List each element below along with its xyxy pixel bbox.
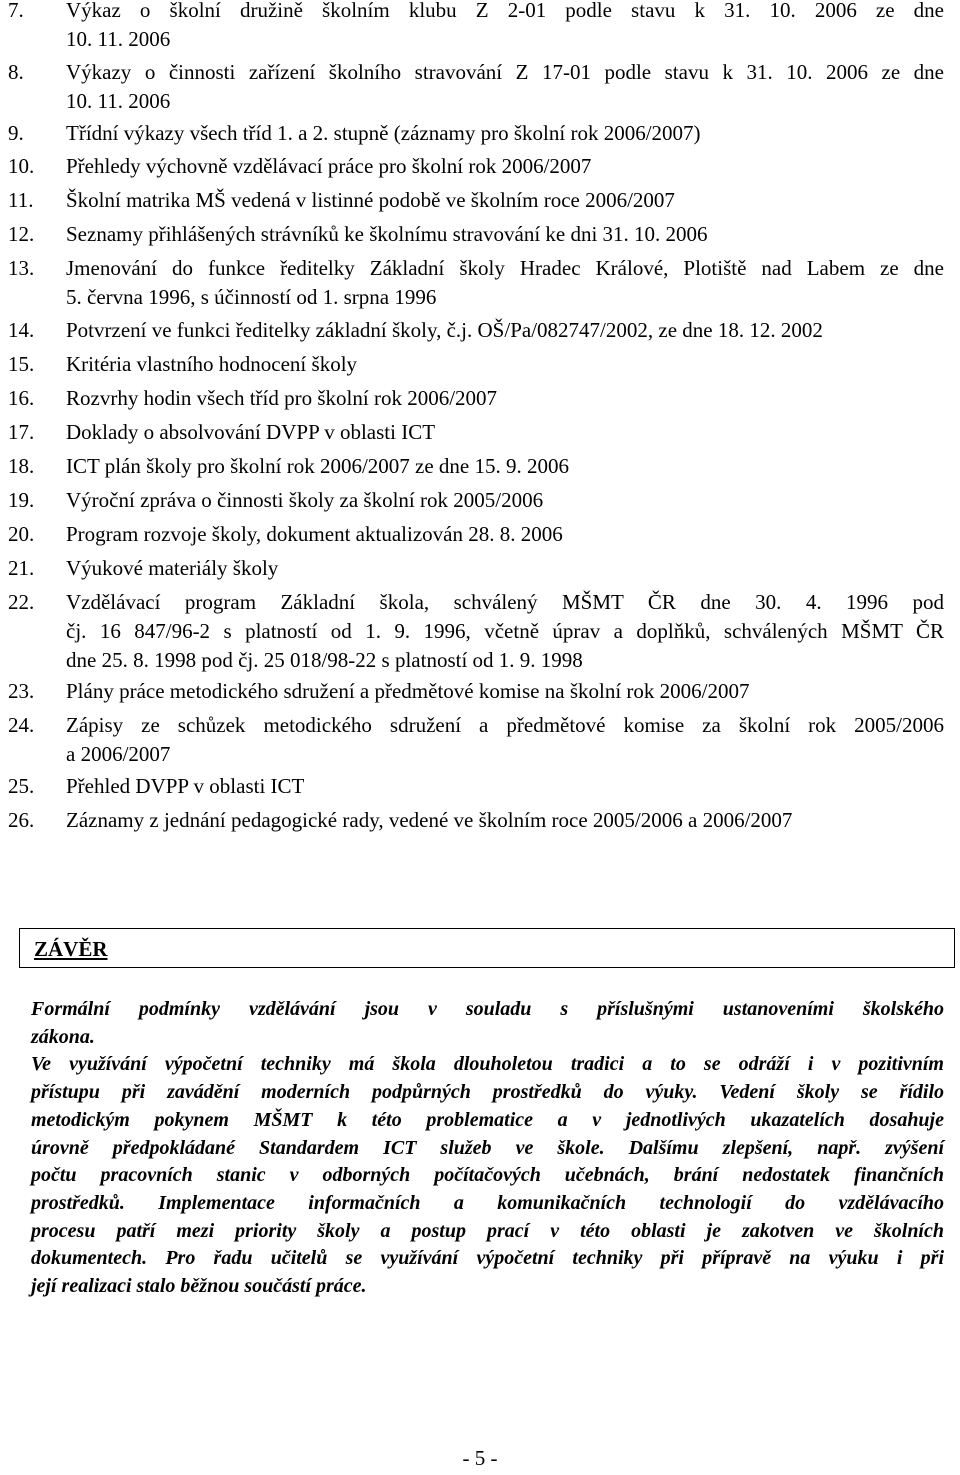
list-item-text <box>66 0 944 54</box>
list-item-text: Školní matrika MŠ vedená v listinné podobě ve školním roce 2006/2007 <box>66 188 675 212</box>
conclusion-line: zákona. <box>31 1025 95 1048</box>
list-item-number: 14. <box>8 318 35 342</box>
list-item-text: Výroční zpráva o činnosti školy za školní rok 2005/2006 <box>66 488 544 512</box>
list-item-number: 19. <box>8 488 35 512</box>
list-item-line: Jmenování do funkce ředitelky Základní školy Hradec Králové, Plotiště nad Labem ze dne <box>66 256 944 280</box>
list-item-line: Zápisy ze schůzek metodického sdružení a předmětové komise za školní rok 2005/2006 <box>66 713 944 737</box>
list-item-number: 24. <box>8 713 35 737</box>
conclusion-text <box>31 996 944 1301</box>
list-item-number: 23. <box>8 679 35 703</box>
section-title: ZÁVĚR <box>34 937 108 961</box>
list-item-number: 25. <box>8 774 35 798</box>
conclusion-line: Formální podmínky vzdělávání jsou v souladu s příslušnými ustanoveními školského <box>31 998 944 1020</box>
list-item-line: Vzdělávací program Základní škola, schválený MŠMT ČR dne 30. 4. 1996 pod <box>66 590 944 614</box>
list-item-text <box>66 588 944 675</box>
list-item-text: Program rozvoje školy, dokument aktualizován 28. 8. 2006 <box>66 522 563 546</box>
list-item-number: 17. <box>8 420 35 444</box>
list-item-text: Třídní výkazy všech tříd 1. a 2. stupně (záznamy pro školní rok 2006/2007) <box>66 121 701 145</box>
conclusion-line: úrovně předpokládané Standardem ICT služeb ve škole. Dalšímu zlepšení, např. zvýšení <box>31 1136 944 1159</box>
list-item-text: Seznamy přihlášených strávníků ke školnímu stravování ke dni 31. 10. 2006 <box>66 222 708 246</box>
conclusion-line: metodickým pokynem MŠMT k této problematice a v jednotlivých ukazatelích dosahuje <box>31 1108 944 1131</box>
list-item-line: 10. 11. 2006 <box>66 27 171 51</box>
conclusion-line: její realizaci stalo běžnou součástí práce. <box>31 1275 367 1298</box>
list-item-number: 15. <box>8 352 35 376</box>
list-item-text: Přehled DVPP v oblasti ICT <box>66 774 305 798</box>
list-item-number: 18. <box>8 454 35 478</box>
conclusion-paragraph <box>31 1051 944 1300</box>
list-item-line: 10. 11. 2006 <box>66 89 171 113</box>
list-item-line: a 2006/2007 <box>66 742 171 766</box>
conclusion-line: dokumentech. Pro řadu učitelů se využívání výpočetní techniky při přípravě na výuku i při <box>31 1247 944 1270</box>
list-item-number: 7. <box>8 0 24 22</box>
conclusion-line: prostředků. Implementace informačních a komunikačních technologií do vzdělávacího <box>31 1191 944 1214</box>
list-item-text: Plány práce metodického sdružení a předmětové komise na školní rok 2006/2007 <box>66 679 750 703</box>
list-item-line: Výkaz o školní družině školním klubu Z 2-01 podle stavu k 31. 10. 2006 ze dne <box>66 0 944 22</box>
conclusion-line: počtu pracovních stanic v odborných počítačových učebnách, brání nedostatek finančních <box>31 1164 944 1187</box>
list-item-number: 8. <box>8 60 24 84</box>
list-item-number: 13. <box>8 256 35 280</box>
list-item-line: dne 25. 8. 1998 pod čj. 25 018/98-22 s platností od 1. 9. 1998 <box>66 648 583 672</box>
list-item-number: 16. <box>8 386 35 410</box>
list-item-text <box>66 58 944 116</box>
conclusion-line: přístupu při zavádění moderních podpůrných prostředků do výuky. Vedení školy se řídilo <box>31 1081 944 1104</box>
list-item-text: Potvrzení ve funkci ředitelky základní školy, č.j. OŠ/Pa/082747/2002, ze dne 18. 12. 2002 <box>66 318 823 342</box>
conclusion-line: procesu patří mezi priority školy a postup prací v této oblasti je zakotven ve školních <box>31 1219 944 1242</box>
list-item-text <box>66 254 944 312</box>
list-item-number: 20. <box>8 522 35 546</box>
list-item-line: 5. června 1996, s účinností od 1. srpna 1996 <box>66 285 437 309</box>
list-item-text <box>66 711 944 769</box>
list-item-number: 26. <box>8 808 35 832</box>
list-item-number: 21. <box>8 556 35 580</box>
list-item-text: Přehledy výchovně vzdělávací práce pro školní rok 2006/2007 <box>66 154 592 178</box>
list-item-number: 10. <box>8 154 35 178</box>
list-item-line: Výkazy o činnosti zařízení školního stravování Z 17-01 podle stavu k 31. 10. 2006 ze dne <box>66 60 944 84</box>
list-item-number: 22. <box>8 590 35 614</box>
list-item-text: ICT plán školy pro školní rok 2006/2007 ze dne 15. 9. 2006 <box>66 454 569 478</box>
list-item-number: 9. <box>8 121 24 145</box>
list-item-text: Rozvrhy hodin všech tříd pro školní rok 2006/2007 <box>66 386 498 410</box>
list-item-text: Výukové materiály školy <box>66 556 279 580</box>
list-item-text: Záznamy z jednání pedagogické rady, vedené ve školním roce 2005/2006 a 2006/2007 <box>66 808 793 832</box>
list-item-number: 11. <box>8 188 34 212</box>
section-heading-box <box>19 928 955 968</box>
list-item-text: Kritéria vlastního hodnocení školy <box>66 352 358 376</box>
conclusion-paragraph <box>31 996 944 1051</box>
conclusion-line: Ve využívání výpočetní techniky má škola dlouholetou tradici a to se odráží i v pozitivním <box>31 1053 944 1076</box>
page-number: - 5 - <box>462 1446 498 1470</box>
list-item-line: čj. 16 847/96-2 s platností od 1. 9. 1996, včetně úprav a doplňků, schválených MŠMT ČR <box>66 619 944 643</box>
list-item-number: 12. <box>8 222 35 246</box>
list-item-text: Doklady o absolvování DVPP v oblasti ICT <box>66 420 436 444</box>
